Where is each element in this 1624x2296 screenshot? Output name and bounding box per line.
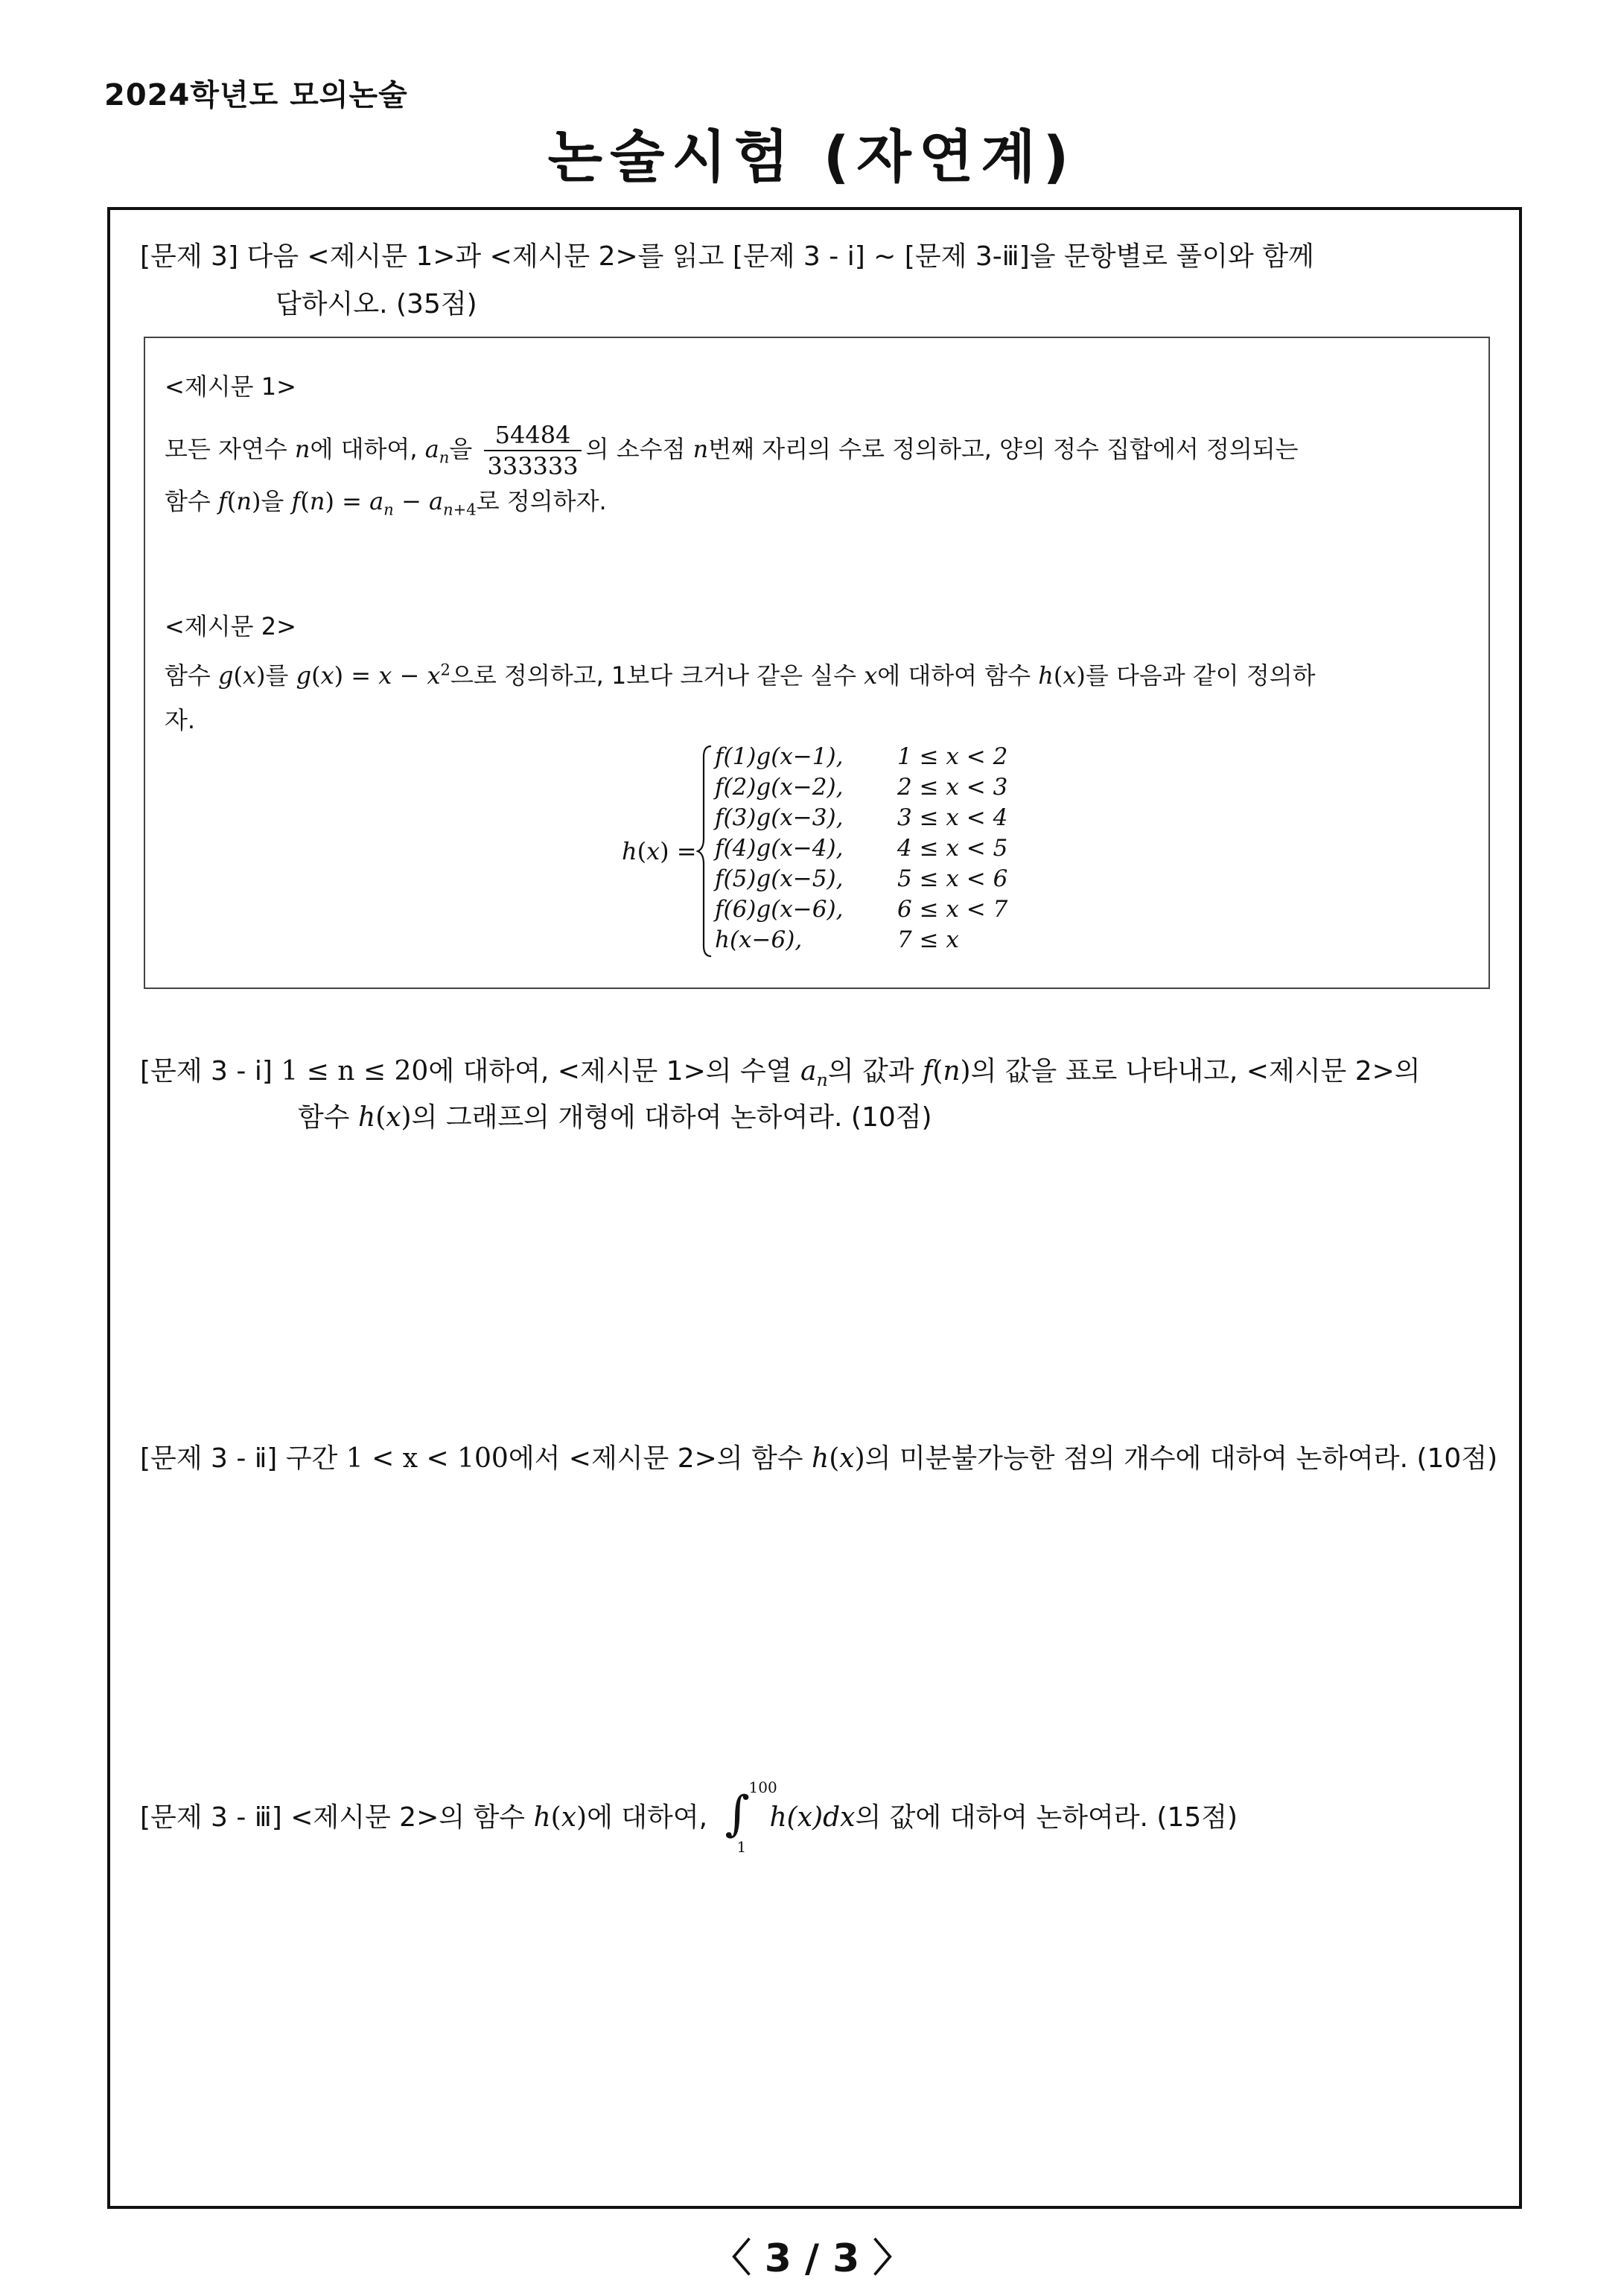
page-title: 논술시험 (자연계) xyxy=(547,124,1077,190)
passage2-text: 를 xyxy=(265,661,296,690)
math-f-definition: $f(n) = a_n - a_{n+4}$ xyxy=(291,487,477,519)
q3ii-label: [문제 3 - ⅱ] xyxy=(140,1443,286,1474)
passage2-line2: 자. xyxy=(165,706,196,734)
q3ii-question xyxy=(140,1437,1497,1475)
case-condition: 7 ≤ x xyxy=(897,926,959,953)
passage2-text: 를 다음과 같이 정의하 xyxy=(1085,661,1316,690)
q3iii-question xyxy=(140,1778,1238,1856)
math-n: n xyxy=(294,435,311,463)
q3-heading-line2: 답하시오. (35점) xyxy=(276,289,477,319)
q3i-text: 의 그래프의 개형에 대하여 논하여라. (10점) xyxy=(411,1102,932,1133)
passage-box xyxy=(144,337,1490,989)
q3i-question-line2 xyxy=(298,1096,932,1134)
q3i-text: 함수 xyxy=(298,1102,358,1133)
integral-upper-limit: 100 xyxy=(748,1778,777,1796)
piecewise-lhs: h(x) = xyxy=(622,837,697,865)
math-g-x: g(x) xyxy=(218,661,266,690)
math-g-definition: $g(x) = x - x^2$ xyxy=(296,660,450,690)
integrand: h(x)dx xyxy=(769,1802,856,1833)
passage2-line1 xyxy=(165,657,1316,691)
piecewise-definition xyxy=(622,743,1113,967)
case-expression: f(6)g(x−6), xyxy=(715,896,844,923)
case-condition: 5 ≤ x < 6 xyxy=(897,865,1008,892)
math-h-x: h(x) xyxy=(812,1443,865,1474)
passage1-text: 로 정의하자. xyxy=(476,487,607,515)
passage1-label: <제시문 1> xyxy=(165,372,296,401)
passage2-text: 에 대하여 함수 xyxy=(877,661,1039,690)
fraction xyxy=(484,420,581,481)
passage1-text: 의 소수점 xyxy=(585,435,693,463)
q3ii-text: 에서 <제시문 2>의 함수 xyxy=(508,1443,812,1474)
case-condition: 3 ≤ x < 4 xyxy=(897,804,1008,831)
exam-frame xyxy=(107,207,1522,2209)
q3i-label: [문제 3 - ⅰ] xyxy=(140,1056,281,1087)
case-condition: 4 ≤ x < 5 xyxy=(897,835,1008,862)
case-condition: 2 ≤ x < 3 xyxy=(897,774,1008,801)
math-f-n: f(n) xyxy=(218,487,261,515)
math-f-n: f(n) xyxy=(922,1056,971,1087)
passage1-line2 xyxy=(165,483,607,518)
fraction-numerator: 54484 xyxy=(484,420,581,451)
passage1-text: 을 xyxy=(261,487,292,515)
passage2-label: <제시문 2> xyxy=(165,612,296,640)
q3ii-text: 구간 xyxy=(285,1443,346,1474)
q3iii-text: 의 값에 대하여 논하여라. (15점) xyxy=(855,1802,1238,1833)
math-a-n: $a_n$ xyxy=(424,435,450,467)
case-condition: 1 ≤ x < 2 xyxy=(897,743,1008,770)
q3i-text: 에 대하여, <제시문 1>의 수열 xyxy=(428,1056,800,1087)
math-range: 1 ≤ n ≤ 20 xyxy=(281,1056,429,1087)
passage1-text: 번째 자리의 수로 정의하고, 양의 정수 집합에서 정의되는 xyxy=(708,435,1299,463)
math-n: n xyxy=(692,435,709,463)
left-brace-icon xyxy=(696,743,714,959)
case-expression: f(4)g(x−4), xyxy=(715,835,844,862)
q3i-text: 의 값을 표로 나타내고, <제시문 2>의 xyxy=(970,1056,1421,1087)
q3i-text: 의 값과 xyxy=(827,1056,923,1087)
q3-heading-line1: [문제 3] 다음 <제시문 1>과 <제시문 2>를 읽고 [문제 3 - ⅰ] ~ [문제 3-ⅲ]을 문항별로 풀이와 함께 xyxy=(140,241,1314,272)
case-expression: h(x−6), xyxy=(715,926,803,953)
case-expression: f(3)g(x−3), xyxy=(715,804,844,831)
fraction-denominator: 333333 xyxy=(487,452,579,480)
passage1-line1 xyxy=(165,420,1299,481)
math-h-x: h(x) xyxy=(1038,661,1086,690)
passage1-text: 에 대하여, xyxy=(310,435,425,463)
case-expression: f(2)g(x−2), xyxy=(715,774,844,801)
page-number: 〈 3 / 3 〉 xyxy=(712,2236,912,2281)
integral-sign-icon: ∫ 100 1 xyxy=(725,1778,777,1856)
math-a-n: $a_n$ xyxy=(800,1056,828,1091)
case-expression: f(1)g(x−1), xyxy=(715,743,844,770)
q3ii-text: 의 미분불가능한 점의 개수에 대하여 논하여라. (10점) xyxy=(864,1443,1498,1474)
passage2-text: 으로 정의하고, 1보다 크거나 같은 실수 xyxy=(450,661,864,690)
math-h-x: h(x) xyxy=(358,1102,412,1133)
math-range: 1 < x < 100 xyxy=(346,1443,509,1474)
case-condition: 6 ≤ x < 7 xyxy=(897,896,1008,923)
q3iii-text: 에 대하여, xyxy=(587,1802,716,1833)
q3i-question-line1 xyxy=(140,1050,1421,1090)
q3iii-label: [문제 3 - ⅲ] xyxy=(140,1802,291,1833)
integral-lower-limit: 1 xyxy=(736,1838,747,1856)
passage1-text: 을 xyxy=(449,435,473,463)
math-h-x: h(x) xyxy=(533,1802,587,1833)
passage1-text: 함수 xyxy=(165,487,218,515)
exam-year-label: 2024학년도 모의논술 xyxy=(104,78,408,112)
passage1-text: 모든 자연수 xyxy=(165,435,295,463)
math-x: x xyxy=(864,661,878,690)
case-expression: f(5)g(x−5), xyxy=(715,865,844,892)
passage2-text: 함수 xyxy=(165,661,218,690)
q3iii-text: <제시문 2>의 함수 xyxy=(290,1802,534,1833)
